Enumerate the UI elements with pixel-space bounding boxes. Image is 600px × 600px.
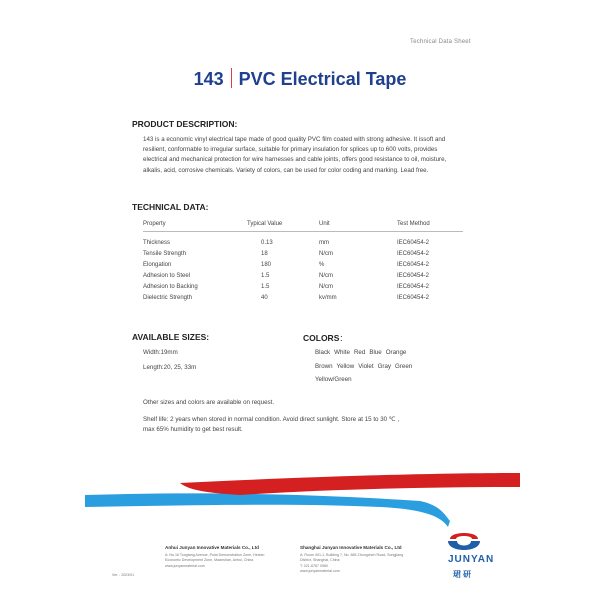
table-row — [143, 248, 463, 259]
footer-left-address — [165, 553, 264, 569]
cell-property: Adhesion to Steel — [143, 272, 191, 279]
description-line: electrical and mechanical protection for wire harnesses and cable joints, offers good resistance to oil, moisture, — [143, 156, 447, 164]
column-header: Typical Value — [247, 217, 319, 232]
cell-value: 40 — [261, 294, 268, 301]
footer-address-line: District, Shanghai, China — [300, 558, 340, 563]
colors-row-2 — [315, 362, 416, 372]
color-item: Violet — [358, 363, 374, 370]
color-item: Green — [395, 363, 413, 370]
cell-value: 18 — [261, 250, 268, 257]
cell-property: Adhesion to Backing — [143, 283, 198, 290]
cell-property: Thickness — [143, 239, 171, 246]
color-item: Orange — [385, 349, 407, 356]
table-row — [143, 237, 463, 248]
cell-value: 1.5 — [261, 272, 270, 279]
size-length: Length:20, 25, 33m — [143, 364, 197, 371]
footer-address-line: A: No.16 Tongtang Avenue, Pulai Demonstration Zone, Hexian — [165, 553, 265, 557]
footer-website: www.junyanmaterial.com — [165, 563, 205, 568]
column-header: Property — [143, 217, 247, 232]
title-divider — [231, 68, 232, 88]
product-code: 143 — [193, 69, 224, 89]
color-item: Brown — [315, 363, 333, 370]
cell-property: Dielectric Strength — [143, 294, 193, 301]
column-header: Test Method — [397, 217, 463, 232]
column-header: Unit — [319, 217, 397, 232]
color-item: Yellow/Green — [315, 376, 352, 383]
cell-method: IEC60454-2 — [397, 283, 430, 290]
description-heading: PRODUCT DESCRIPTION: — [132, 119, 238, 129]
colors-heading-colon: ： — [339, 333, 348, 343]
size-width: Width:19mm — [143, 349, 178, 356]
cell-unit: N/cm — [319, 283, 333, 290]
note-other-sizes: Other sizes and colors are available on request. — [143, 399, 275, 406]
logo-wordmark: JUNYAN — [448, 554, 495, 565]
decorative-wave — [0, 465, 600, 535]
footer-address-line: Economic Development Zone, Maanshan, Anhui, China — [165, 558, 254, 563]
description-text — [143, 135, 473, 176]
cell-method: IEC60454-2 — [397, 272, 430, 279]
cell-property: Tensile Strength — [143, 250, 187, 257]
cell-value: 0.13 — [261, 239, 273, 246]
table-header-row — [143, 217, 463, 232]
cell-unit: N/cm — [319, 250, 333, 257]
version-label: Ver. : 2023/01 — [112, 573, 135, 577]
footer-right-company: Shanghai Junyan Innovative Materials Co., Ltd — [300, 545, 402, 550]
colors-row-3 — [315, 375, 356, 385]
note-shelf-life-2: max 65% humidity to get best result. — [143, 426, 243, 433]
cell-property: Elongation — [143, 261, 172, 268]
table-row — [143, 259, 463, 270]
cell-unit: % — [319, 261, 325, 268]
footer-left-company: Anhui Junyan Innovative Materials Co., Ltd — [165, 545, 259, 550]
cell-method: IEC60454-2 — [397, 250, 430, 257]
product-name: PVC Electrical Tape — [238, 69, 407, 89]
color-item: Blue — [369, 349, 382, 356]
note-shelf-life-1: Shelf life: 2 years when stored in normal condition. Avoid direct sunlight. Store at 15 to 30 ℃ , — [143, 416, 400, 423]
cell-unit: kv/mm — [319, 294, 337, 301]
logo-chinese: 珺研 — [453, 570, 473, 579]
description-line: resilient, conformable to irregular surface, suitable for primary insulation for splices up to 600 volts, provides — [143, 146, 438, 154]
description-line: 143 is a economic vinyl electrical tape made of good quality PVC film coated with strong adhesive. It issoft and — [143, 136, 446, 143]
footer-phone: T: 021-6767 0980 — [300, 563, 328, 568]
color-item: Red — [353, 349, 366, 356]
color-item: White — [334, 349, 350, 356]
colors-row-1 — [315, 348, 410, 358]
colors-heading-text: COLORS — [303, 333, 340, 343]
cell-unit: mm — [319, 239, 329, 246]
technical-table — [143, 217, 463, 303]
footer-address-line: A: Room 401-1, Building 7, No. 685 Zhongchen Road, Songjiang — [300, 553, 404, 557]
cell-method: IEC60454-2 — [397, 261, 430, 268]
color-item: Gray — [377, 363, 392, 370]
colors-heading — [303, 332, 348, 344]
color-item: Black — [315, 349, 331, 356]
footer-website: www.junyanmaterial.com — [300, 568, 340, 573]
cell-method: IEC60454-2 — [397, 239, 430, 246]
description-line: alkalis, acid, corrosive chemicals. Variety of colors, can be used for color coding and marking. Lead free. — [143, 166, 429, 174]
table-row — [143, 292, 463, 303]
color-item: Yellow — [336, 363, 355, 370]
table-row — [143, 281, 463, 292]
cell-value: 180 — [261, 261, 272, 268]
sizes-heading: AVAILABLE SIZES: — [132, 332, 210, 342]
footer-right-address — [300, 553, 403, 574]
junyan-logo-icon — [447, 527, 481, 553]
table-row — [143, 270, 463, 281]
cell-unit: N/cm — [319, 272, 333, 279]
cell-method: IEC60454-2 — [397, 294, 430, 301]
cell-value: 1.5 — [261, 283, 270, 290]
page-title — [0, 68, 600, 90]
doc-type-label: Technical Data Sheet — [410, 39, 471, 45]
technical-heading: TECHNICAL DATA: — [132, 202, 209, 212]
